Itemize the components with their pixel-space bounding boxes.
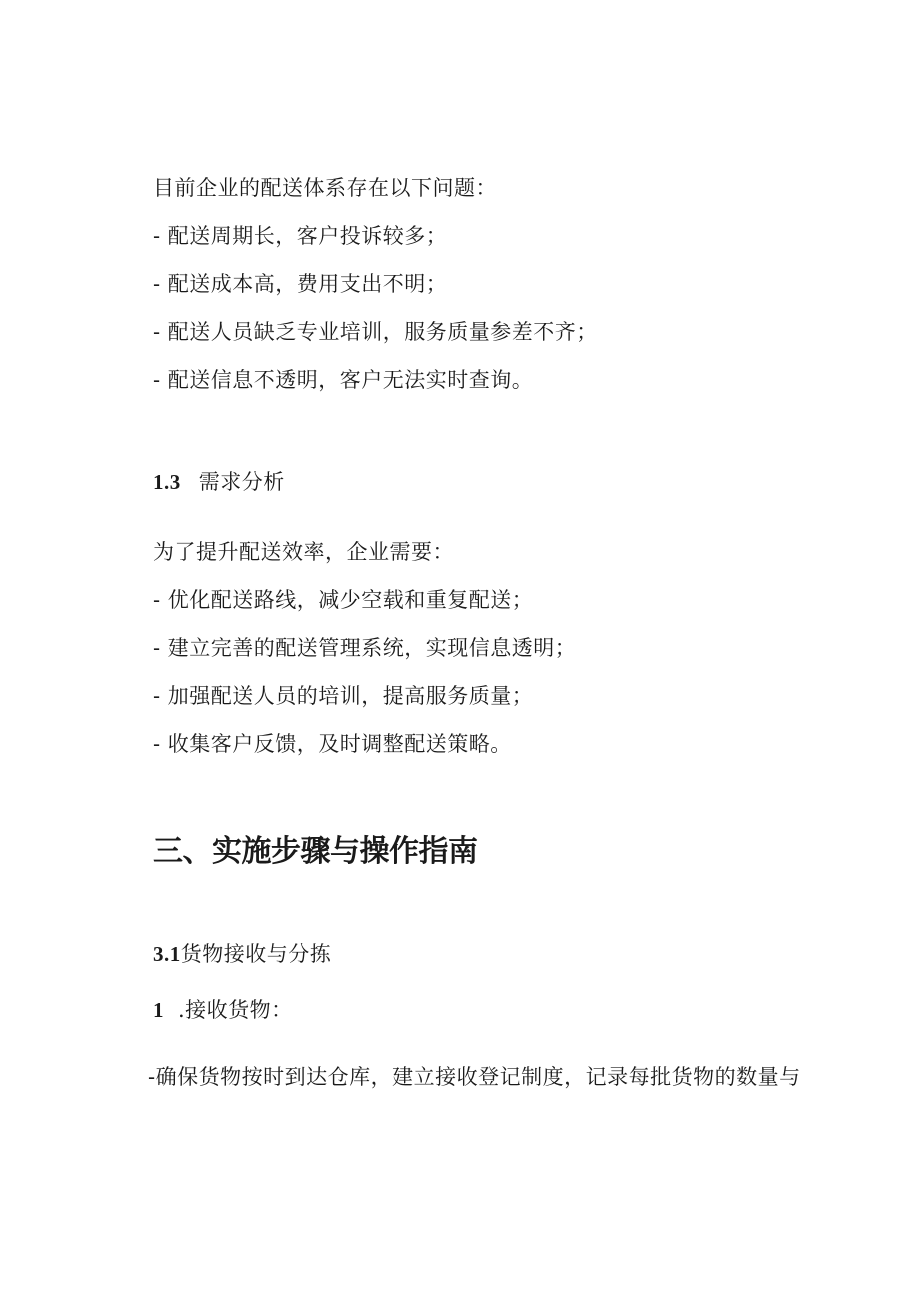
problem-item-1: - 配送周期长，客户投诉较多； xyxy=(153,224,448,248)
problems-intro: 目前企业的配送体系存在以下问题： xyxy=(153,176,497,200)
section-title: 需求分析 xyxy=(198,470,285,494)
step-number: 1 xyxy=(153,998,164,1022)
need-item-3: - 加强配送人员的培训，提高服务质量； xyxy=(153,684,534,708)
step-title: .接收货物： xyxy=(178,998,293,1022)
problem-item-3: - 配送人员缺乏专业培训，服务质量参差不齐； xyxy=(153,320,598,344)
needs-intro: 为了提升配送效率，企业需要： xyxy=(153,540,454,564)
chapter-title: 三、实施步骤与操作指南 xyxy=(153,834,478,869)
section-number: 1.3 xyxy=(153,470,181,494)
need-item-2: - 建立完善的配送管理系统，实现信息透明； xyxy=(153,636,577,660)
need-item-1: - 优化配送路线，减少空载和重复配送； xyxy=(153,588,534,612)
problem-item-2: - 配送成本高，费用支出不明； xyxy=(153,272,448,296)
section-title: 货物接收与分拣 xyxy=(180,942,332,966)
section-heading-3-1 xyxy=(153,940,331,968)
need-item-4: - 收集客户反馈，及时调整配送策略。 xyxy=(153,732,512,756)
step-heading xyxy=(153,996,293,1024)
section-number: 3.1 xyxy=(153,942,181,966)
step-paragraph: -确保货物按时到达仓库，建立接收登记制度，记录每批货物的数量与 xyxy=(148,1065,801,1089)
section-heading-1-3 xyxy=(153,468,285,496)
problem-item-4: - 配送信息不透明，客户无法实时查询。 xyxy=(153,368,534,392)
